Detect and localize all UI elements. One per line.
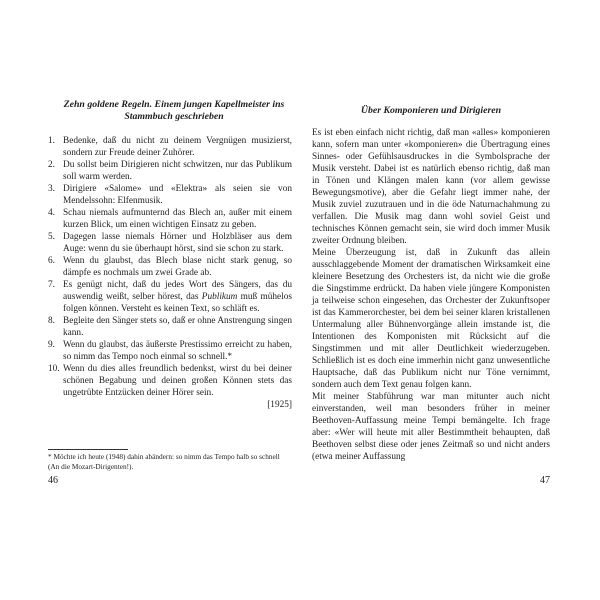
rule-item	[48, 339, 292, 363]
rule-item	[48, 363, 292, 411]
rule-text-italic: Publikum	[201, 292, 238, 302]
rule-item	[48, 231, 292, 255]
rule-text: Wenn du dies alles freundlich bedenkst, wirst du bei deiner schönen Begabung und deinen großen Können stets das ungetrübte Entzücken deiner Hörer sein.	[63, 364, 292, 398]
rule-year: [1925]	[267, 400, 292, 410]
rule-text: Du sollst beim Dirigieren nicht schwitzen, nur das Publikum soll warm werden.	[63, 160, 292, 182]
page-number-right: 47	[540, 475, 550, 486]
footnote-divider	[48, 449, 128, 450]
rule-text: Dirigiere «Salome» und «Elektra» als seien sie von Mendelssohn: Elfenmusik.	[63, 184, 292, 206]
rule-item	[48, 183, 292, 207]
rule-item	[48, 255, 292, 279]
rule-text-before: Es genügt nicht, daß du jedes Wort des Sängers, das du auswendig weißt, selber hörest, das	[63, 280, 292, 302]
rule-item	[48, 207, 292, 231]
rule-item	[48, 159, 292, 183]
rule-text: Wenn du glaubst, das Blech blase nicht stark genug, so dämpfe es nochmals um zwei Grade ab.	[63, 256, 292, 278]
rule-item	[48, 315, 292, 339]
rule-number: 4.	[48, 208, 55, 218]
rule-number: 9.	[48, 340, 55, 350]
rule-item	[48, 135, 292, 159]
footnote: * Möchte ich heute (1948) dahin abändern: so nimm das Tempo halb so schnell (An die Mozart-Dirigenten!).	[48, 452, 280, 471]
rule-number: 8.	[48, 316, 55, 326]
rule-number: 5.	[48, 232, 55, 242]
rule-text-after: muß mühelos folgen können. Versteht es keinen Text, so schläft es.	[63, 292, 292, 314]
rule-text: Bedenke, daß du nicht zu deinem Vergnügen musizierst, sondern zur Freude deiner Zuhörer.	[63, 136, 292, 158]
paragraph: Meine Überzeugung ist, daß in Zukunft das allein ausschlaggebende Moment der dramatischen Wirksamkeit eine kleinere Besetzung des Orchesters ist, da nicht wie die große die Singstimme erdrückt. Da haben viele jüngere Komponisten ja teilweise schon eingesehen, das Orchester der Zukunftsoper ist das Kammerorchester, bei dem bei seiner klaren kristallenen Untermalung aller Bühnenvorgänge allein imstande ist, die Intentionen des Komponisten mit Rücksicht auf die Singstimmen und mit aller Deutlichkeit wiederzugeben. Schließlich ist es doch eine immerhin nicht ganz unwesentliche Hauptsache, daß das Publikum nicht nur Töne vernimmt, sondern auch dem Text genau folgen kann.	[312, 248, 550, 390]
rule-text: Schau niemals aufmunternd das Blech an, außer mit einem kurzen Blick, um einen wichtigen Einsatz zu geben.	[63, 208, 292, 230]
rule-text: Wenn du glaubst, das äußerste Prestissimo erreicht zu haben, so nimm das Tempo noch einmal so schnell.*	[63, 340, 292, 362]
paragraph: Es ist eben einfach nicht richtig, daß man «alles» komponieren kann, sofern man unter «komponieren» die Übertragung eines Sinnes- oder Gefühlsausdruckes in die Symbolsprache der Musik versteht. Dabei ist es natürlich ebenso richtig, daß man in Tönen und Klängen malen kann (vor allem gewisse Bewegungsmotive), aber die Gefahr liegt immer nahe, der Musik zuviel zuzutrauen und in die öde Naturnachahmung zu verfallen. Die Musik mag dann wohl soviel Geist und technisches Können gemacht sein, sie wird doch immer Musik zweiter Ordnung bleiben.	[312, 128, 550, 246]
rule-number: 10.	[48, 364, 60, 374]
golden-rules-list	[48, 135, 292, 411]
body-text	[312, 127, 550, 463]
rule-text: Begleite den Sänger stets so, daß er ohne Anstrengung singen kann.	[63, 316, 292, 338]
rule-number: 7.	[48, 280, 55, 290]
rule-item	[48, 279, 292, 315]
left-page-heading: Zehn goldene Regeln. Einem jungen Kapellmeister ins Stammbuch geschrieben	[63, 99, 285, 122]
page-number-left: 46	[48, 475, 58, 486]
rule-number: 3.	[48, 184, 55, 194]
rule-number: 1.	[48, 136, 55, 146]
rule-text: Dagegen lasse niemals Hörner und Holzbläser aus dem Auge: wenn du sie überhaupt hörst, sind sie schon zu stark.	[63, 232, 292, 254]
paragraph: Mit meiner Stabführung war man mitunter auch nicht einverstanden, weil man besonders früher in meiner Beethoven-Auffassung meine Tempi bemängelte. Ich frage aber: «Wer will heute mit aller Bestimmtheit behaupten, daß Beethoven selbst diese oder jenes Zeitmaß so und nicht anders (etwa meiner Auffassung	[312, 392, 550, 462]
rule-number: 2.	[48, 160, 55, 170]
rule-number: 6.	[48, 256, 55, 266]
right-page-heading: Über Komponieren und Dirigieren	[360, 105, 502, 116]
